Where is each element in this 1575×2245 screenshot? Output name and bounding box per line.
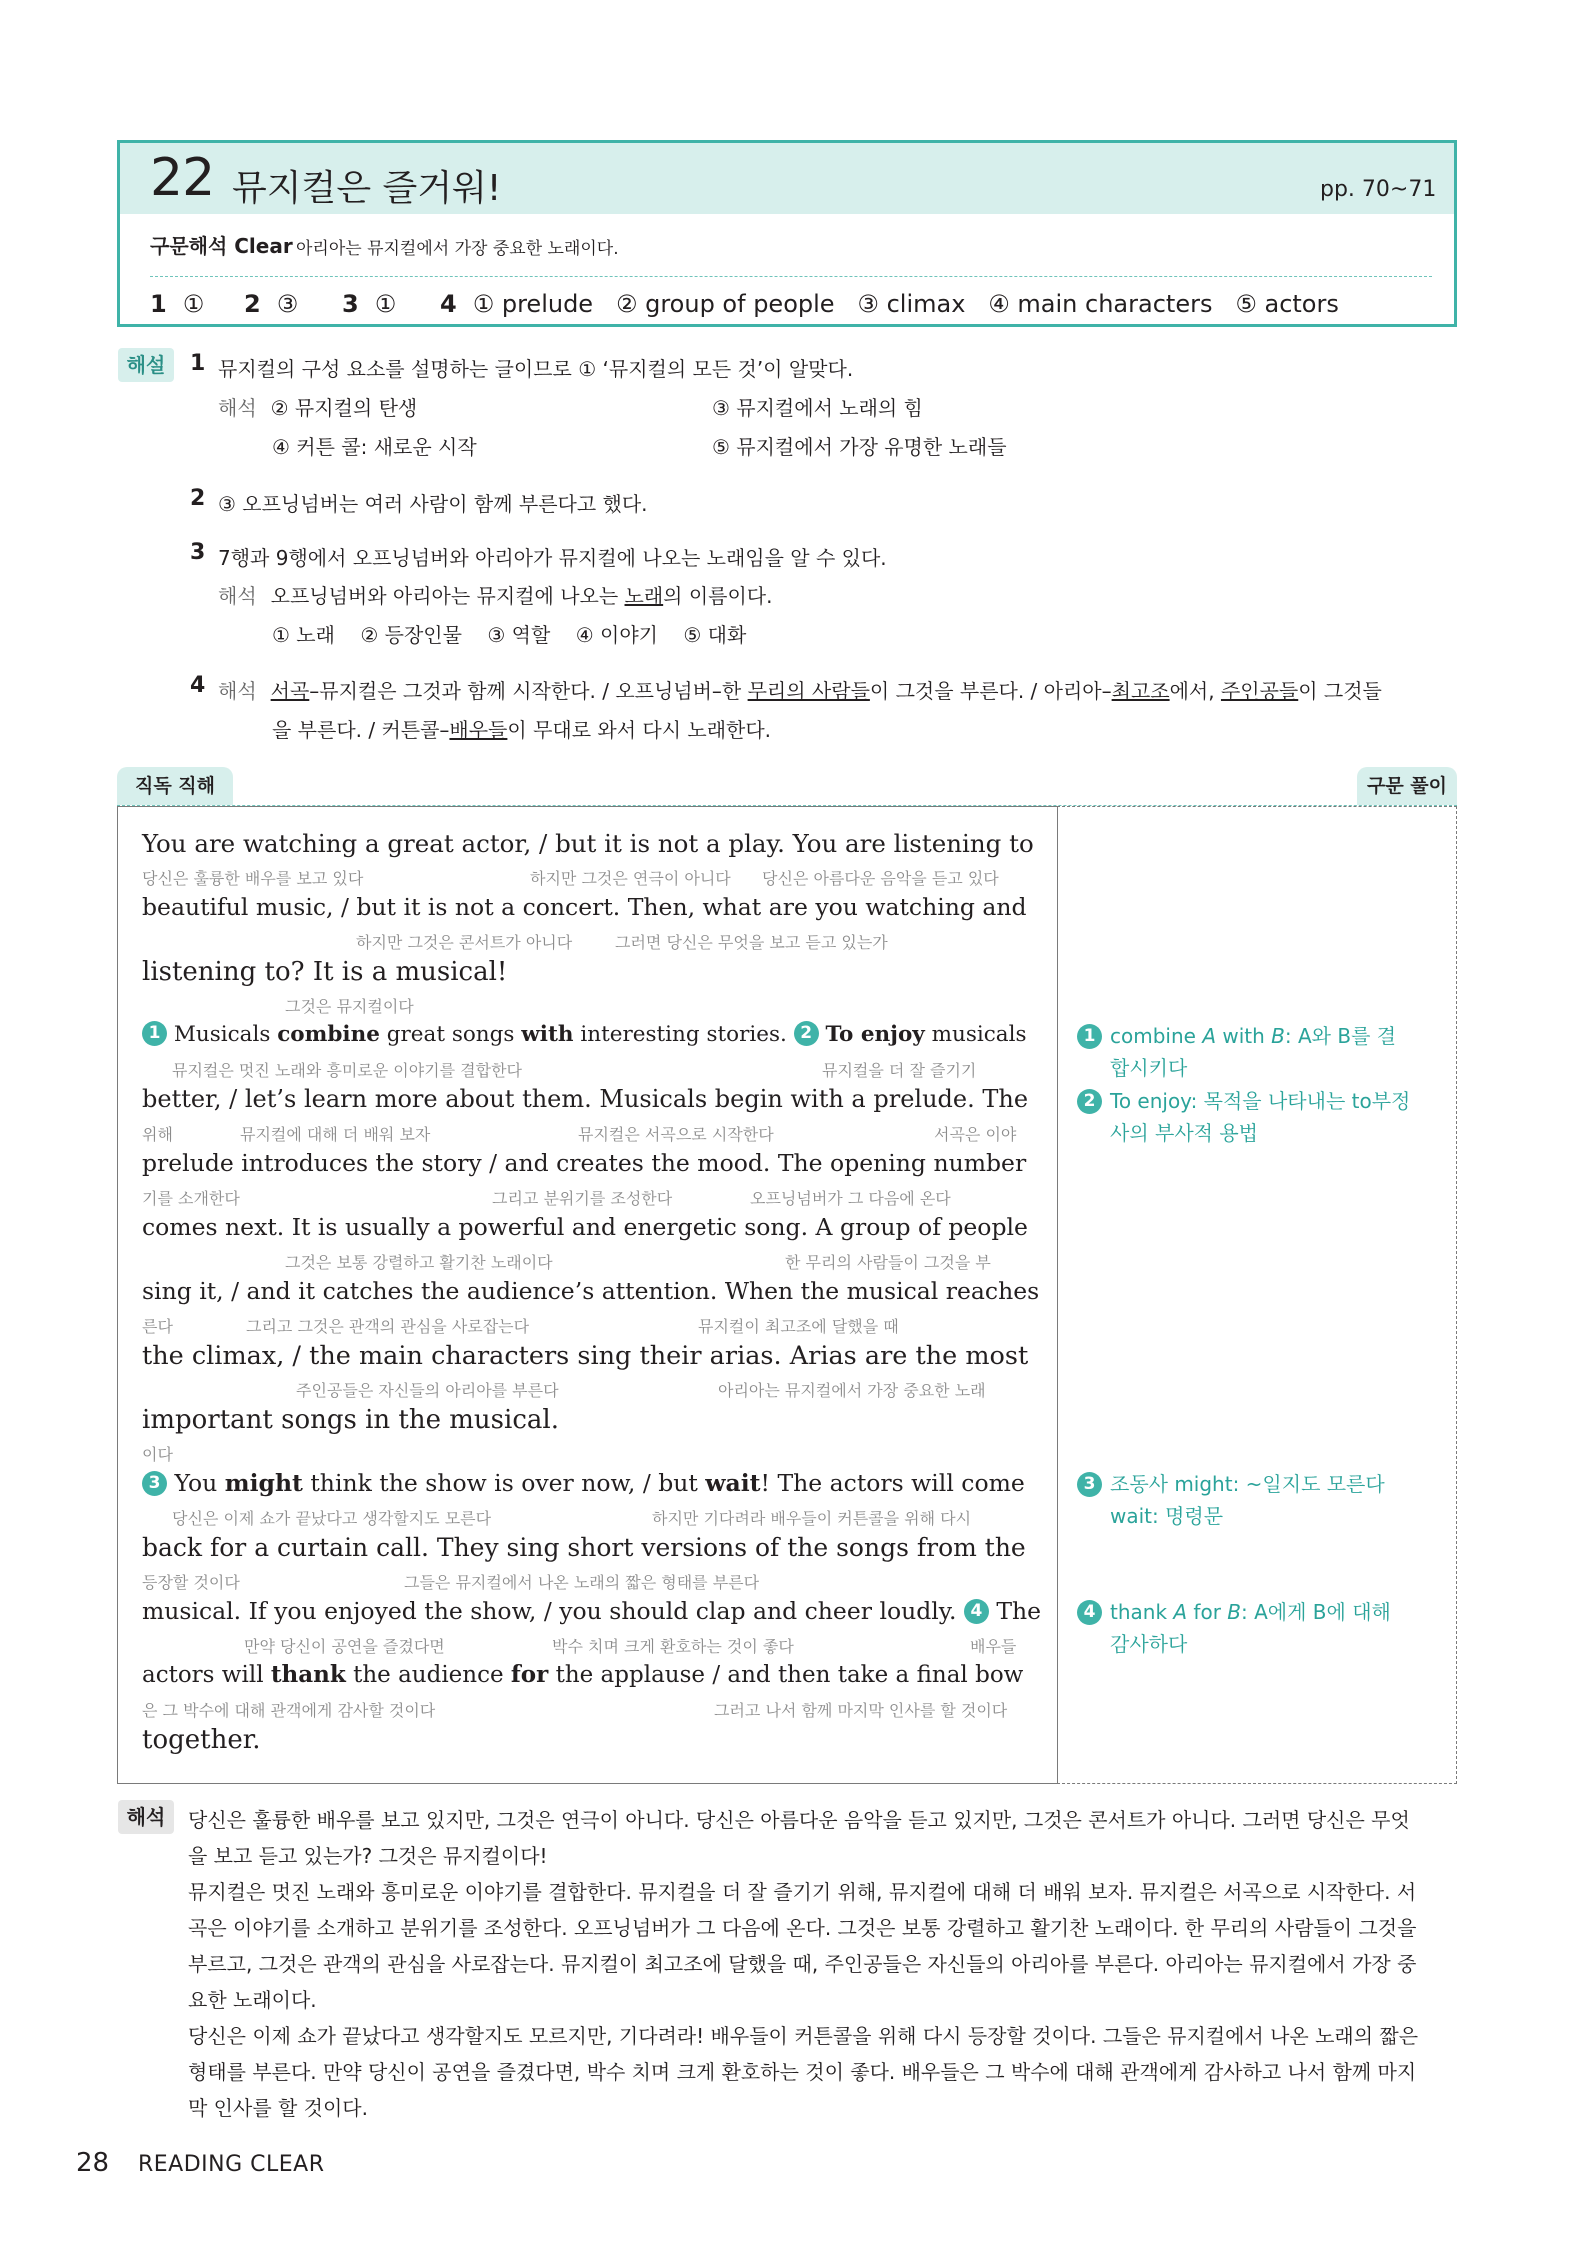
gloss-13b: 박수 치며 크게 환호하는 것이 좋다 [552,1637,794,1656]
gloss-5a: 위해 [142,1125,173,1144]
passage-line-14: actors will thank the audience for the applause / and then take a final bow [142,1661,1024,1688]
gloss-2a: 하지만 그것은 콘서트가 아니다 [356,933,573,952]
intro-text: 아리아는 뮤지컬에서 가장 중요한 노래이다. [296,239,619,259]
gloss-11a: 당신은 이제 쇼가 끝났다고 생각할지도 모른다 [172,1509,492,1528]
unit-number: 22 [150,148,215,208]
q1-option-5: ⑤ 뮤지컬에서 가장 유명한 노래들 [712,435,1007,459]
passage-line-12: back for a curtain call. They sing short versions of the songs from the [142,1533,1026,1562]
page-number: 28 [76,2148,110,2178]
gloss-8b: 그리고 그것은 관객의 관심을 사로잡는다 [246,1317,530,1336]
gloss-14b: 그러고 나서 함께 마지막 인사를 할 것이다 [714,1701,1008,1720]
q4-translation-line1: 해석 서곡–뮤지컬은 그것과 함께 시작한다. / 오프닝넘버–한 무리의 사람들이 그것을 부른다. / 아리아–최고조에서, 주인공들이 그것들 [218,679,1382,703]
passage-line-4: 1 Musicals combine great songs with interesting stories. 2 To enjoy musicals [142,1021,1027,1047]
note-marker-1: 1 [1077,1024,1102,1049]
translation-line-6: 요한 노래이다. [188,1988,317,2012]
passage-line-6: prelude introduces the story / and creates the mood. The opening number [142,1149,1027,1177]
sentence-marker-3: 3 [142,1471,167,1496]
q3-explanation: 7행과 9행에서 오프닝넘버와 아리아가 뮤지컬에 나오는 노래임을 알 수 있다. [218,546,887,570]
translation-line-9: 막 인사를 할 것이다. [188,2096,368,2120]
gloss-3a: 그것은 뮤지컬이다 [285,997,414,1016]
gloss-6a: 기를 소개한다 [142,1189,240,1208]
passage-line-13: musical. If you enjoyed the show, / you should clap and cheer loudly. 4 The [142,1597,1042,1625]
gloss-5c: 뮤지컬은 서곡으로 시작한다 [578,1125,774,1144]
q1-explanation: 뮤지컬의 구성 요소를 설명하는 글이므로 ① ‘뮤지컬의 모든 것’이 알맞다. [218,357,854,381]
translation-line-3: 뮤지컬은 멋진 노래와 흥미로운 이야기를 결합한다. 뮤지컬을 더 잘 즐기기 위해, 뮤지컬에 대해 더 배워 보자. 뮤지컬은 서곡으로 시작한다. 서 [188,1880,1417,1904]
q2-explanation: ③ 오프닝넘버는 여러 사람이 함께 부른다고 했다. [218,492,648,516]
q3-number: 3 [190,540,206,565]
gloss-13a: 만약 당신이 공연을 즐겼다면 [244,1637,445,1656]
gloss-9b: 아리아는 뮤지컬에서 가장 중요한 노래 [718,1381,986,1400]
answer-2: 2 ③ [244,290,299,318]
gloss-4a: 뮤지컬은 멋진 노래와 흥미로운 이야기를 결합한다 [172,1061,523,1080]
q2-number: 2 [190,486,206,511]
gloss-12a: 등장할 것이다 [142,1573,240,1592]
passage-line-10: important songs in the musical. [142,1405,559,1435]
answer-4: 4 ① prelude ② group of people ③ climax ④ main characters ⑤ actors [440,290,1339,318]
gloss-1b: 하지만 그것은 연극이 아니다 [530,869,731,888]
gloss-8c: 뮤지컬이 최고조에 달했을 때 [698,1317,899,1336]
header-divider [150,276,1432,277]
note-4: 4 thank A for B: A에게 B에 대해 감사하다 [1077,1596,1391,1660]
tab-syntax-notes: 구문 풀이 [1357,767,1457,805]
gloss-7a: 그것은 보통 강렬하고 활기찬 노래이다 [285,1253,553,1272]
sentence-marker-2: 2 [794,1021,819,1046]
answer-1: 1 ① [150,290,205,318]
translation-line-4: 곡은 이야기를 소개하고 분위기를 조성한다. 오프닝넘버가 그 다음에 온다. 그것은 보통 강렬하고 활기찬 노래이다. 한 무리의 사람들이 그것을 [188,1916,1417,1940]
gloss-1a: 당신은 훌륭한 배우를 보고 있다 [142,869,364,888]
book-title: READING CLEAR [138,2152,325,2177]
translation-line-2: 을 보고 듣고 있는가? 그것은 뮤지컬이다! [188,1844,548,1868]
gloss-2b: 그러면 당신은 무엇을 보고 듣고 있는가 [615,933,888,952]
translation-tag: 해석 [118,1800,174,1834]
q4-translation-line2: 을 부른다. / 커튼콜–배우들이 무대로 와서 다시 노래한다. [272,718,772,742]
answer-3: 3 ① [342,290,397,318]
translation-line-8: 형태를 부른다. 만약 당신이 공연을 즐겼다면, 박수 치며 크게 환호하는 것이 좋다. 배우들은 그 박수에 대해 관객에게 감사하고 나서 함께 마지 [188,2060,1417,2084]
tab-direct-reading: 직독 직해 [117,767,233,805]
intro-label: 구문해석 Clear [150,234,293,258]
note-marker-3: 3 [1077,1472,1102,1497]
note-marker-2: 2 [1077,1089,1102,1114]
note-2: 2 To enjoy: 목적을 나타내는 to부정 사의 부사적 용법 [1077,1085,1410,1149]
q3-translation: 해석 오프닝넘버와 아리아는 뮤지컬에 나오는 노래의 이름이다. [218,584,773,608]
passage-line-5: better, / let’s learn more about them. Musicals begin with a prelude. The [142,1085,1029,1113]
note-marker-4: 4 [1077,1600,1102,1625]
q1-option-2: 해석 ② 뮤지컬의 탄생 [218,396,418,420]
gloss-7b: 한 무리의 사람들이 그것을 부 [785,1253,991,1272]
gloss-4b: 뮤지컬을 더 잘 즐기기 [822,1061,977,1080]
gloss-5d: 서곡은 이야 [934,1125,1017,1144]
passage-line-1: You are watching a great actor, / but it is not a play. You are listening to [142,829,1034,858]
gloss-6b: 그리고 분위기를 조성한다 [492,1189,673,1208]
q1-option-4: ④ 커튼 콜: 새로운 시작 [272,435,477,459]
gloss-14a: 은 그 박수에 대해 관객에게 감사할 것이다 [142,1701,436,1720]
page-range: pp. 70~71 [1320,177,1437,202]
translation-line-5: 부르고, 그것은 관객의 관심을 사로잡는다. 뮤지컬이 최고조에 달했을 때, 주인공들은 자신들의 아리아를 부른다. 아리아는 뮤지컬에서 가장 중 [188,1952,1417,1976]
gloss-12b: 그들은 뮤지컬에서 나온 노래의 짧은 형태를 부른다 [404,1573,760,1592]
gloss-8a: 른다 [142,1317,173,1336]
passage-line-3: listening to? It is a musical! [142,957,508,987]
sentence-marker-1: 1 [142,1021,167,1046]
q3-choices: ① 노래 ② 등장인물 ③ 역할 ④ 이야기 ⑤ 대화 [272,623,747,647]
gloss-11b: 하지만 기다려라 배우들이 커튼콜을 위해 다시 [652,1509,972,1528]
passage-line-8: sing it, / and it catches the audience’s attention. When the musical reaches [142,1277,1040,1305]
note-1: 1 combine A with B: A와 B를 결 합시키다 [1077,1020,1396,1084]
gloss-9a: 주인공들은 자신들의 아리아를 부른다 [296,1381,559,1400]
note-3: 3 조동사 might: ~일지도 모른다 wait: 명령문 [1077,1468,1385,1532]
passage-line-9: the climax, / the main characters sing their arias. Arias are the most [142,1341,1029,1371]
gloss-10a: 이다 [142,1445,173,1464]
gloss-6c: 오프닝넘버가 그 다음에 온다 [750,1189,951,1208]
translation-line-7: 당신은 이제 쇼가 끝났다고 생각할지도 모르지만, 기다려라! 배우들이 커튼콜을 위해 다시 등장할 것이다. 그들은 뮤지컬에서 나온 노래의 짧은 [188,2024,1419,2048]
q1-number: 1 [190,351,206,376]
gloss-13c: 배우들 [970,1637,1017,1656]
sentence-marker-4: 4 [964,1599,989,1624]
q4-number: 4 [190,673,206,698]
passage-line-11: 3 You might think the show is over now, / but wait! The actors will come [142,1469,1025,1497]
translation-line-1: 당신은 훌륭한 배우를 보고 있지만, 그것은 연극이 아니다. 당신은 아름다운 음악을 듣고 있지만, 그것은 콘서트가 아니다. 그러면 당신은 무엇 [188,1808,1410,1832]
passage-line-2: beautiful music, / but it is not a concert. Then, what are you watching and [142,893,1027,921]
gloss-5b: 뮤지컬에 대해 더 배워 보자 [240,1125,431,1144]
passage-line-15: together. [142,1725,261,1755]
gloss-1c: 당신은 아름다운 음악을 듣고 있다 [762,869,999,888]
q1-option-3: ③ 뮤지컬에서 노래의 힘 [712,396,923,420]
explanation-tag: 해설 [118,348,174,382]
passage-line-7: comes next. It is usually a powerful and energetic song. A group of people [142,1213,1028,1241]
unit-title: 뮤지컬은 즐거워! [232,168,502,209]
